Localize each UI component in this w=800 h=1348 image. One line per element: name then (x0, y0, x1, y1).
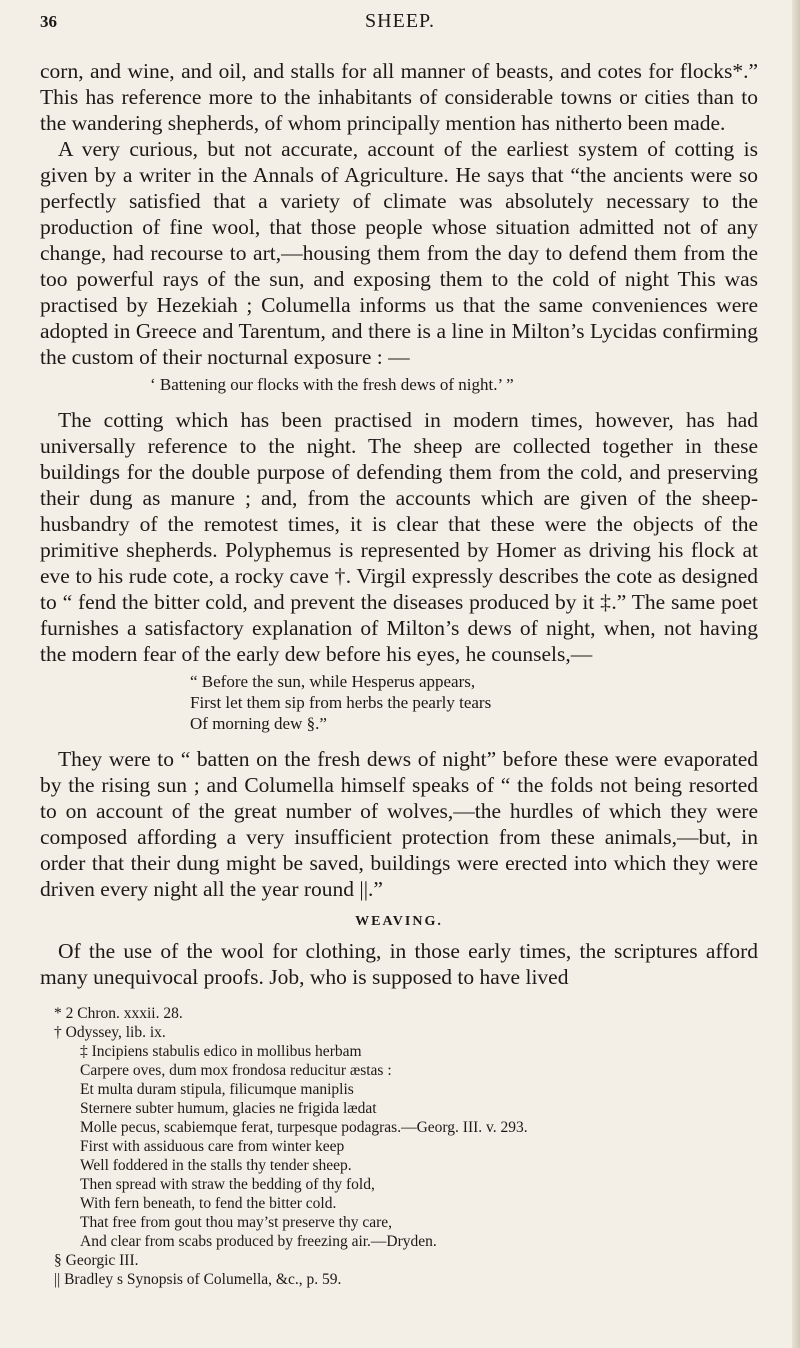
footnote-line: ‡ Incipiens stabulis edico in mollibus herbam (80, 1043, 362, 1060)
footnote: § Georgic III. (54, 1252, 139, 1269)
running-title: SHEEP. (365, 10, 435, 32)
footnote-line: Carpere oves, dum mox frondosa reducitur æstas : (80, 1062, 392, 1079)
footnotes (40, 1004, 758, 1289)
page-body (40, 58, 758, 1289)
footnote: † Odyssey, lib. ix. (54, 1024, 166, 1041)
footnote-line: That free from gout thou may’st preserve thy care, (80, 1214, 393, 1231)
footnote-line: And clear from scabs produced by freezing air.—Dryden. (80, 1233, 437, 1250)
page-number: 36 (40, 12, 57, 31)
paragraph-5: Of the use of the wool for clothing, in those early times, the scriptures afford many unequivocal proofs. Job, who is supposed to have lived (40, 939, 758, 989)
quote-line: “ Before the sun, while Hesperus appears, (190, 672, 476, 691)
footnote-line: First with assiduous care from winter keep (80, 1138, 345, 1155)
paragraph-4: They were to “ batten on the fresh dews of night” before these were evaporated by the rising sun ; and Columella himself speaks of “ the folds not being resorted to on account of the great number of wolves,—the hurdles of which they were composed affording a very insufficient protection from these animals,—but, in order that their dung might be saved, buildings were erected into which they were driven every night all the year round ||.” (40, 747, 758, 901)
footnote: || Bradley s Synopsis of Columella, &c., p. 59. (54, 1271, 342, 1288)
paragraph-1: corn, and wine, and oil, and stalls for all manner of beasts, and cotes for flocks*.” This has reference more to the inhabitants of considerable towns or cities than to the wandering shepherds, of whom principally mention has nitherto been made. (40, 59, 758, 135)
footnote-line: With fern beneath, to fend the bitter cold. (80, 1195, 337, 1212)
page-header (40, 8, 760, 38)
footnote: * 2 Chron. xxxii. 28. (54, 1005, 183, 1022)
footnote-line: Then spread with straw the bedding of thy fold, (80, 1176, 375, 1193)
virgil-quote (40, 671, 758, 734)
page-edge-shadow (792, 0, 800, 1348)
footnote-line: Sternere subter humum, glacies ne frigida lædat (80, 1100, 377, 1117)
quote-line: Of morning dew §.” (190, 714, 327, 733)
quote-line: First let them sip from herbs the pearly tears (190, 693, 492, 712)
milton-quote (40, 374, 758, 395)
section-heading: WEAVING. (355, 914, 443, 929)
footnote-line: Et multa duram stipula, filicumque maniplis (80, 1081, 354, 1098)
paragraph-2: A very curious, but not accurate, account of the earliest system of cotting is given by a writer in the Annals of Agriculture. He says that “the ancients were so perfectly satisfied that a variety of climate was absolutely necessary to the production of fine wool, that those people whose situation admitted not of any change, had recourse to art,—housing them from the day to defend them from the too powerful rays of the sun, and exposing them to the cold of night This was practised by Hezekiah ; Columella informs us that the same conveniences were adopted in Greece and Tarentum, and there is a line in Milton’s Lycidas confirming the custom of their nocturnal exposure : — (40, 137, 758, 369)
quote-line: ‘ Battening our flocks with the fresh dews of night.’ ” (150, 375, 514, 394)
footnote-line: Well foddered in the stalls thy tender sheep. (80, 1157, 352, 1174)
footnote-line: Molle pecus, scabiemque ferat, turpesque podagras.—Georg. III. v. 293. (80, 1119, 528, 1136)
paragraph-3: The cotting which has been practised in modern times, however, has had universally reference to the night. The sheep are collected together in these buildings for the double purpose of defending them from the cold, and preserving their dung as manure ; and, from the accounts which are given of the sheep-husbandry of the remotest times, it is clear that these were the objects of the primitive shepherds. Polyphemus is represented by Homer as driving his flock at eve to his rude cote, a rocky cave †. Virgil expressly describes the cote as designed to “ fend the bitter cold, and prevent the diseases produced by it ‡.” The same poet furnishes a satisfactory explanation of Milton’s dews of night, when, not having the modern fear of the early dew before his eyes, he counsels,— (40, 408, 758, 666)
